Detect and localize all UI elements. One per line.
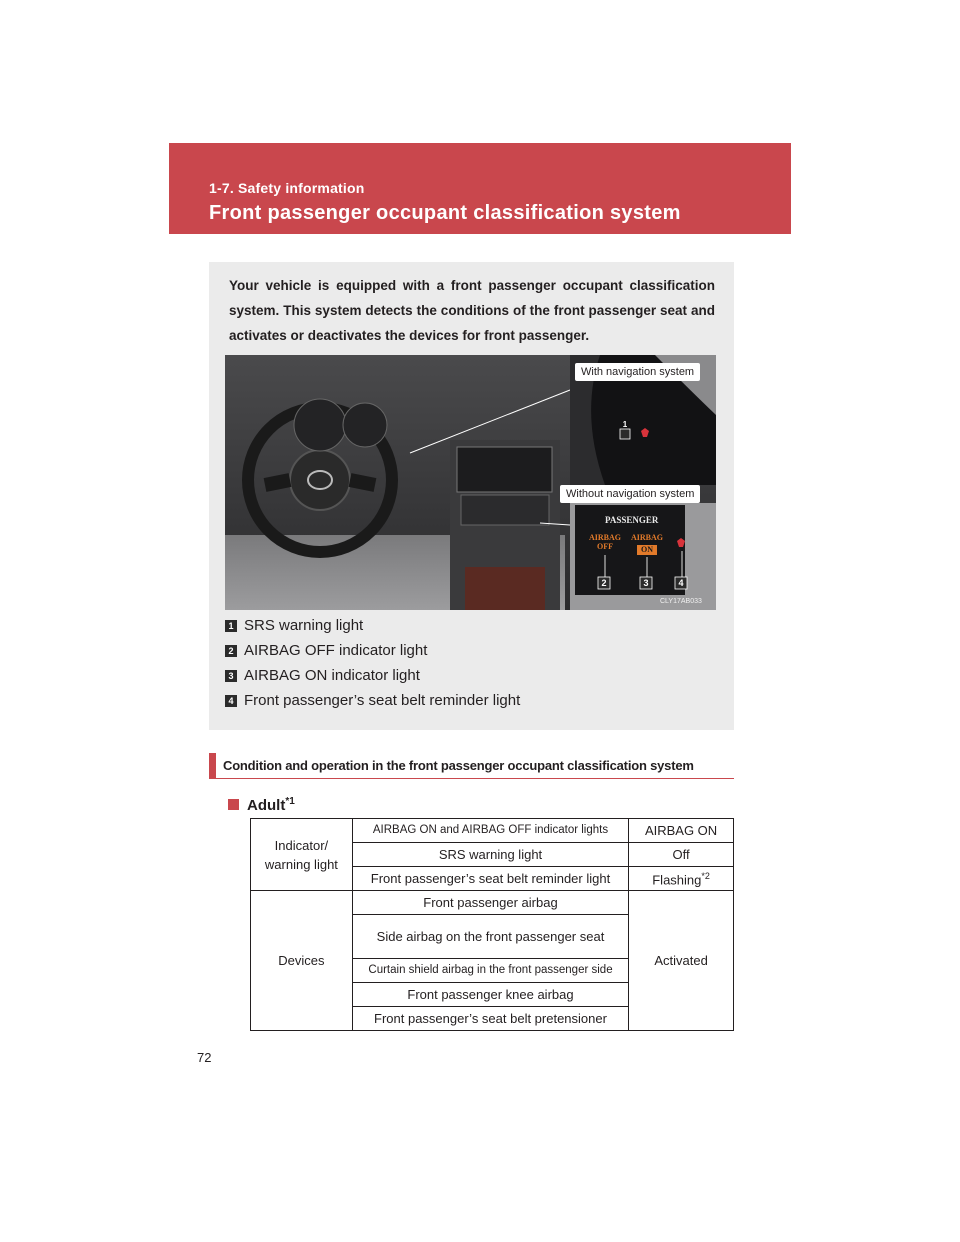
table-cell-item: Front passenger’s seat belt pretensioner xyxy=(352,1007,628,1031)
condition-heading-bar xyxy=(209,753,734,779)
legend-label: Front passenger’s seat belt reminder light xyxy=(244,692,521,709)
table-cell-item: Front passenger knee airbag xyxy=(352,983,628,1007)
table-row xyxy=(251,891,734,915)
callout-3: 3 xyxy=(643,578,649,588)
panel-airbag-on-bottom: ON xyxy=(641,545,653,554)
adult-footnote: *1 xyxy=(285,796,295,807)
table-cell-item: AIRBAG ON and AIRBAG OFF indicator lights xyxy=(352,819,628,843)
legend-number: 2 xyxy=(225,645,237,657)
table-cell-item: Front passenger’s seat belt reminder light xyxy=(352,867,628,891)
callout-2: 2 xyxy=(601,578,607,588)
legend-number: 4 xyxy=(225,695,237,707)
table-cell-item: Side airbag on the front passenger seat xyxy=(352,915,628,959)
section-label: 1-7. Safety information xyxy=(209,180,365,196)
panel-heading: PASSENGER xyxy=(605,515,659,525)
legend-label: AIRBAG OFF indicator light xyxy=(244,642,428,659)
legend-item-1 xyxy=(225,617,363,634)
adult-label: Adult xyxy=(247,797,286,814)
page-title: Front passenger occupant classification system xyxy=(209,202,681,224)
table-cell-value: AIRBAG ON xyxy=(629,819,734,843)
condition-heading: Condition and operation in the front passenger occupant classification system xyxy=(223,758,694,773)
table-cell-value-text: Flashing xyxy=(652,872,702,888)
callout-1: 1 xyxy=(622,420,628,429)
dashboard-figure xyxy=(225,355,716,610)
with-navigation-tag: With navigation system xyxy=(575,363,700,381)
figure-code: CLY17AB033 xyxy=(660,598,702,605)
table-row xyxy=(251,819,734,843)
table-cell-item: Front passenger airbag xyxy=(352,891,628,915)
intro-box xyxy=(209,262,734,730)
table-cell-item: SRS warning light xyxy=(352,843,628,867)
table-cell-item: Curtain shield airbag in the front passenger side xyxy=(352,959,628,983)
heading-accent xyxy=(209,753,216,778)
indicator-group-cell: Indicator/ warning light xyxy=(251,819,353,891)
square-bullet-icon xyxy=(228,799,239,810)
legend-number: 1 xyxy=(225,620,237,632)
legend-item-3 xyxy=(225,667,420,684)
legend-label: SRS warning light xyxy=(244,617,364,634)
condition-table xyxy=(250,818,734,1031)
legend-number: 3 xyxy=(225,670,237,682)
legend-label: AIRBAG ON indicator light xyxy=(244,667,420,684)
without-navigation-tag: Without navigation system xyxy=(560,485,700,503)
panel-airbag-on-top: AIRBAG xyxy=(630,533,663,542)
intro-text: Your vehicle is equipped with a front passenger occupant classification system. This system detects the conditions of the front passenger seat and activates or deactivates the devices for front passenger. xyxy=(229,278,715,343)
adult-heading xyxy=(228,796,295,814)
legend-item-4 xyxy=(225,692,520,709)
callout-4: 4 xyxy=(678,578,684,588)
table-cell-value xyxy=(629,867,734,891)
page-number: 72 xyxy=(197,1050,212,1065)
section-header xyxy=(169,143,791,234)
panel-airbag-off: AIRBAG OFF xyxy=(588,533,621,551)
devices-value-cell: Activated xyxy=(629,891,734,1031)
devices-group-cell: Devices xyxy=(251,891,353,1031)
table-footnote: *2 xyxy=(701,871,710,882)
table-cell-value: Off xyxy=(629,843,734,867)
dashboard-illustration xyxy=(225,355,716,610)
legend-item-2 xyxy=(225,642,427,659)
